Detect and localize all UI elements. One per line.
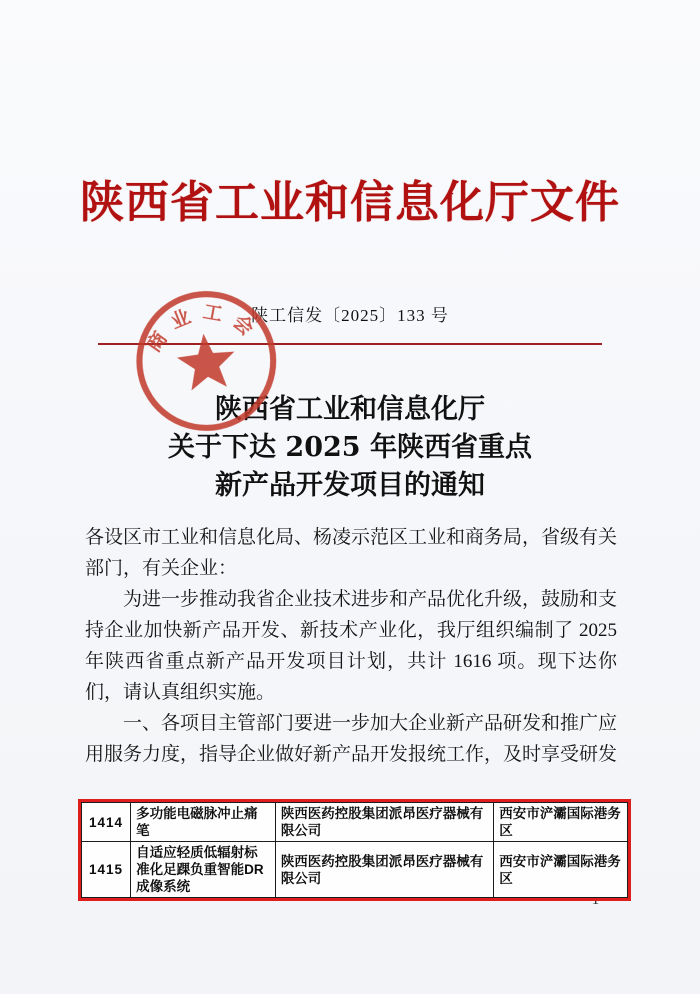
seal-star-icon (175, 331, 238, 392)
seal-arc-text: 商业工会 (143, 301, 265, 357)
body-paragraph: 一、各项目主管部门要进一步加大企业新产品研发和推广应用服务力度，指导企业做好新产品开发报统工作，及时享受研发 (85, 713, 618, 765)
cell-company-name: 陕西医药控股集团派昂医疗器械有限公司 (275, 803, 493, 842)
table-row (82, 842, 628, 898)
highlighted-project-table (78, 799, 631, 901)
cell-district: 西安市浐灞国际港务区 (494, 803, 628, 842)
table-row (82, 803, 628, 842)
notice-title-line: 新产品开发项目的通知 (215, 470, 485, 501)
cell-product-name: 多功能电磁脉冲止痛笔 (131, 803, 276, 842)
cell-project-no: 1415 (82, 842, 131, 898)
notice-body (85, 522, 617, 770)
document-number: 陕工信发〔2025〕133 号 (251, 306, 449, 325)
cell-company-name: 陕西医药控股集团派昂医疗器械有限公司 (275, 842, 493, 898)
salutation-paragraph: 各设区市工业和信息化局、杨凌示范区工业和商务局，省级有关部门，有关企业： (85, 527, 618, 579)
notice-title-line: 陕西省工业和信息化厅 (215, 394, 485, 425)
letterhead-title: 陕西省工业和信息化厅文件 (80, 177, 620, 228)
cell-product-name: 自适应轻质低辐射标准化足踝负重智能DR成像系统 (131, 842, 276, 898)
cell-district: 西安市浐灞国际港务区 (494, 842, 628, 898)
official-seal (122, 274, 289, 441)
notice-title (0, 391, 700, 505)
cell-project-no: 1414 (82, 803, 131, 842)
project-table (81, 802, 628, 898)
notice-title-line: 关于下达 2025 年陕西省重点 (168, 432, 532, 463)
body-paragraph: 为进一步推动我省企业技术进步和产品优化升级，鼓励和支持企业加快新产品开发、新技术产业化，我厅组织编制了 2025 年陕西省重点新产品开发项目计划，共计 1616 项。现下达你们，请认真组织实施。 (85, 589, 618, 703)
